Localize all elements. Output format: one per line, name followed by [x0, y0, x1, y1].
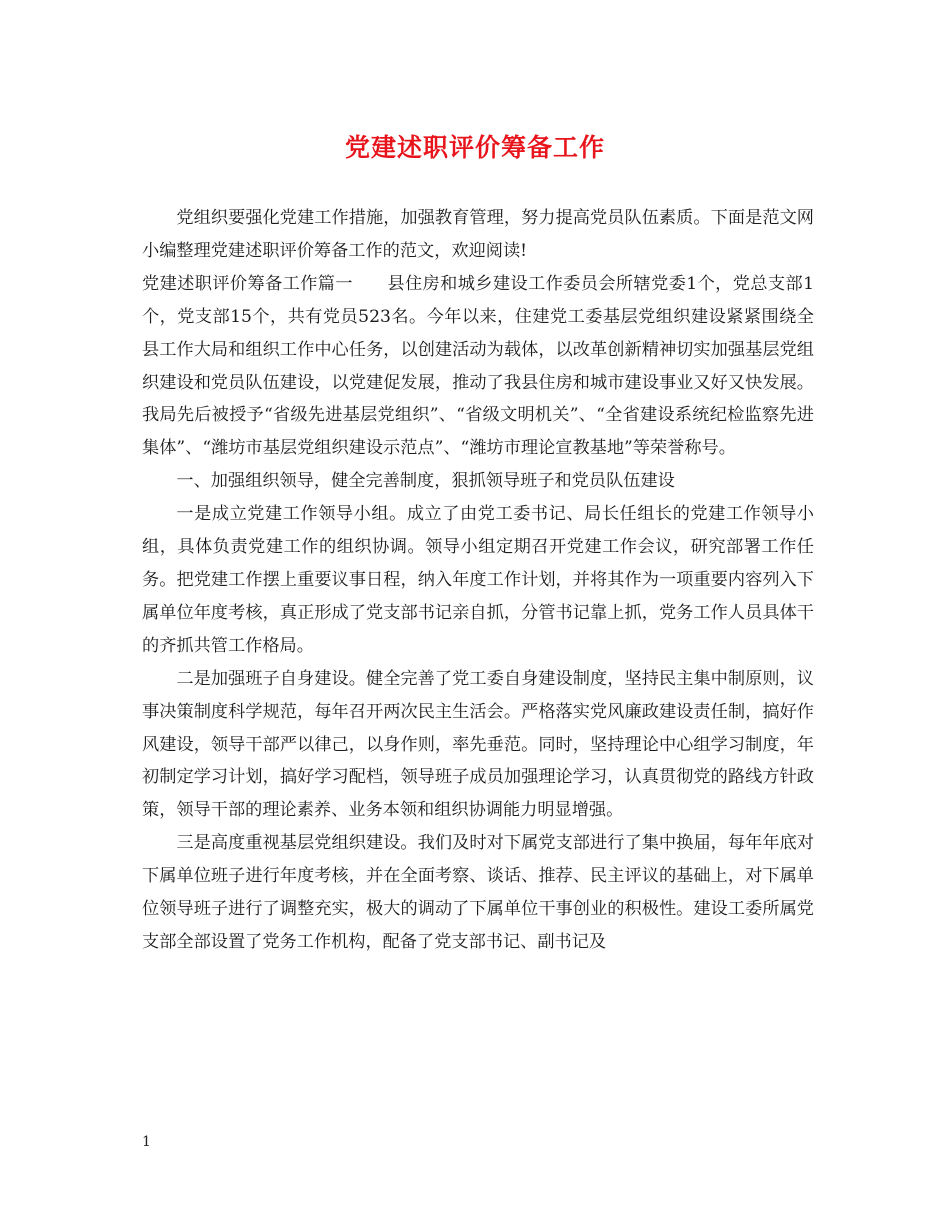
body-paragraph-1: 一是成立党建工作领导小组。成立了由党工委书记、局长任组长的党建工作领导小组，具体负责党建工作的组织协调。领导小组定期召开党建工作会议，研究部署工作任务。把党建工作摆上重要议事日程，纳入年度工作计划，并将其作为一项重要内容列入下属单位年度考核，真正形成了党支部书记亲自抓，分管书记靠上抓，党务工作人员具体干的齐抓共管工作格局。 [142, 504, 814, 656]
section-text: 县住房和城乡建设工作委员会所辖党委1个，党总支部1个，党支部15个，共有党员523名。今年以来，住建党工委基层党组织建设紧紧围绕全县工作大局和组织工作中心任务，以创建活动为载体，以改革创新精神切实加强基层党组织建设和党员队伍建设，以党建促发展，推动了我县住房和城市建设事业又好又快发展。我局先后被授予“省级先进基层党组织”、“省级文明机关”、“全省建设系统纪检监察先进集体”、“潍坊市基层党组织建设示范点”、“潍坊市理论宣教基地”等荣誉称号。 [142, 273, 814, 459]
document-title: 党建述职评价筹备工作 [344, 133, 605, 162]
intro-paragraph: 党组织要强化党建工作措施，加强教育管理，努力提高党员队伍素质。下面是范文网小编整理党建述职评价筹备工作的范文，欢迎阅读! [142, 208, 814, 261]
body-paragraph-3: 三是高度重视基层党组织建设。我们及时对下属党支部进行了集中换届，每年年底对下属单位班子进行年度考核，并在全面考察、谈话、推荐、民主评议的基础上，对下属单位领导班子进行了调整充实，极大的调动了下属单位干事创业的积极性。建设工委所属党支部全部设置了党务工作机构，配备了党支部书记、副书记及 [142, 833, 814, 952]
page-number: 1 [142, 1134, 151, 1150]
body-paragraph-2: 二是加强班子自身建设。健全完善了党工委自身建设制度，坚持民主集中制原则，议事决策制度科学规范，每年召开两次民主生活会。严格落实党风廉政建设责任制，搞好作风建设，领导干部严以律己，以身作则，率先垂范。同时，坚持理论中心组学习制度，年初制定学习计划，搞好学习配档，领导班子成员加强理论学习，认真贯彻党的路线方针政策，领导干部的理论素养、业务本领和组织协调能力明显增强。 [142, 668, 814, 821]
section-heading: 一、加强组织领导，健全完善制度，狠抓领导班子和党员队伍建设 [176, 471, 675, 492]
section-label: 党建述职评价筹备工作篇一 [142, 273, 353, 294]
section-paragraph [142, 268, 814, 465]
document-body [142, 202, 814, 959]
